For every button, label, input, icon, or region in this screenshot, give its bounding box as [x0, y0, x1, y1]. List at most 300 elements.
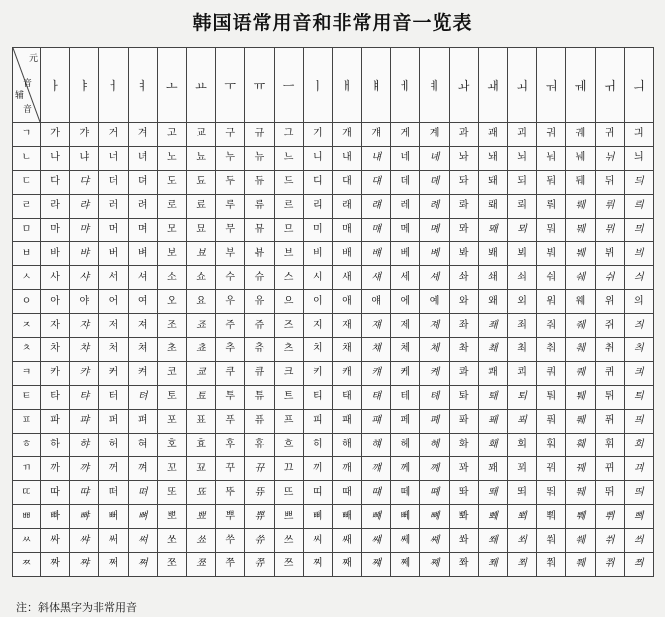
syllable-cell: 애 [332, 290, 361, 314]
syllable-cell: 츠 [274, 338, 303, 362]
consonant-header: ㅃ [13, 505, 41, 529]
syllable-cell: 거 [99, 123, 128, 147]
vowel-header: ㅜ [216, 48, 245, 123]
syllable-cell: 머 [99, 218, 128, 242]
syllable-cell: 똬 [449, 481, 478, 505]
syllable-cell-uncommon: 뫠 [478, 218, 507, 242]
consonant-header: ㅉ [13, 553, 41, 577]
syllable-cell: 괘 [478, 123, 507, 147]
vowel-header: ㅏ [41, 48, 70, 123]
syllable-cell: 셔 [128, 266, 157, 290]
syllable-cell: 뒤 [595, 170, 624, 194]
syllable-cell: 터 [99, 385, 128, 409]
syllable-cell: 이 [303, 290, 332, 314]
syllable-cell-uncommon: 듸 [624, 170, 653, 194]
table-row [13, 481, 654, 505]
syllable-cell: 여 [128, 290, 157, 314]
vowel-header: ㅡ [274, 48, 303, 123]
syllable-cell-uncommon: 례 [420, 194, 449, 218]
syllable-cell-uncommon: 섀 [362, 266, 391, 290]
syllable-cell-uncommon: 뛔 [566, 481, 595, 505]
syllable-cell: 혀 [128, 433, 157, 457]
syllable-cell: 서 [99, 266, 128, 290]
syllable-cell: 꽤 [478, 457, 507, 481]
syllable-cell: 뿨 [537, 505, 566, 529]
syllable-cell-uncommon: 폐 [420, 409, 449, 433]
syllable-cell-uncommon: 뀨 [245, 457, 274, 481]
syllable-cell: 줘 [537, 314, 566, 338]
syllable-cell-uncommon: 쀄 [566, 505, 595, 529]
syllable-cell-uncommon: 댜 [70, 170, 99, 194]
syllable-cell: 류 [245, 194, 274, 218]
syllable-cell: 펴 [128, 409, 157, 433]
syllable-cell: 괴 [508, 123, 537, 147]
syllable-cell: 히 [303, 433, 332, 457]
table-row [13, 314, 654, 338]
syllable-cell: 촤 [449, 338, 478, 362]
syllable-cell: 지 [303, 314, 332, 338]
syllable-cell: 무 [216, 218, 245, 242]
syllable-cell: 러 [99, 194, 128, 218]
syllable-cell-uncommon: 쪄 [128, 553, 157, 577]
syllable-cell-uncommon: 햬 [362, 433, 391, 457]
syllable-cell-uncommon: 쨰 [362, 553, 391, 577]
syllable-cell: 귀 [595, 123, 624, 147]
table-row [13, 338, 654, 362]
syllable-cell: 페 [391, 409, 420, 433]
syllable-cell: 도 [157, 170, 186, 194]
syllable-cell: 쩨 [391, 553, 420, 577]
syllable-cell-uncommon: 띄 [624, 481, 653, 505]
syllable-cell: 빼 [332, 505, 361, 529]
syllable-cell: 씨 [303, 529, 332, 553]
syllable-cell-uncommon: 뫼 [508, 218, 537, 242]
syllable-cell-uncommon: 믜 [624, 218, 653, 242]
syllable-cell: 뷔 [595, 242, 624, 266]
consonant-header: ㅇ [13, 290, 41, 314]
syllable-cell: 대 [332, 170, 361, 194]
syllable-cell: 뚜 [216, 481, 245, 505]
syllable-cell-uncommon: 쁴 [624, 505, 653, 529]
syllable-cell: 버 [99, 242, 128, 266]
syllable-cell-uncommon: 쮀 [566, 553, 595, 577]
syllable-cell: 저 [99, 314, 128, 338]
corner-consonant-char: 音 [23, 79, 33, 89]
syllable-cell-uncommon: 셰 [420, 266, 449, 290]
syllable-cell: 튀 [595, 385, 624, 409]
syllable-cell: 처 [99, 338, 128, 362]
syllable-cell-uncommon: 쎼 [420, 529, 449, 553]
syllable-cell-uncommon: 쐬 [508, 529, 537, 553]
syllable-cell: 우 [216, 290, 245, 314]
syllable-cell-uncommon: 혜 [420, 433, 449, 457]
table-row [13, 457, 654, 481]
syllable-cell: 쏘 [157, 529, 186, 553]
syllable-cell: 쳐 [128, 338, 157, 362]
corner-consonant-char: 音 [23, 105, 33, 115]
consonant-header: ㄴ [13, 146, 41, 170]
syllable-cell-uncommon: 쮸 [245, 553, 274, 577]
syllable-cell: 베 [391, 242, 420, 266]
syllable-cell: 죄 [508, 314, 537, 338]
syllable-cell-uncommon: 텨 [128, 385, 157, 409]
vowel-header: ㅘ [449, 48, 478, 123]
syllable-cell: 또 [157, 481, 186, 505]
syllable-cell: 태 [332, 385, 361, 409]
vowel-header: ㅚ [508, 48, 537, 123]
syllable-cell: 미 [303, 218, 332, 242]
vowel-header: ㅟ [595, 48, 624, 123]
consonant-header: ㅆ [13, 529, 41, 553]
syllable-cell: 훠 [537, 433, 566, 457]
vowel-header: ㅔ [391, 48, 420, 123]
syllable-cell-uncommon: 붸 [566, 242, 595, 266]
syllable-cell: 소 [157, 266, 186, 290]
syllable-cell-uncommon: 픠 [624, 409, 653, 433]
syllable-cell: 뽀 [157, 505, 186, 529]
syllable-cell-uncommon: 쀼 [245, 505, 274, 529]
syllable-cell: 재 [332, 314, 361, 338]
syllable-cell: 쪼 [157, 553, 186, 577]
syllable-cell: 래 [332, 194, 361, 218]
syllable-cell: 나 [41, 146, 70, 170]
syllable-cell: 스 [274, 266, 303, 290]
syllable-cell: 쓰 [274, 529, 303, 553]
table-row [13, 553, 654, 577]
syllable-cell: 너 [99, 146, 128, 170]
syllable-cell: 때 [332, 481, 361, 505]
syllable-cell: 케 [391, 361, 420, 385]
syllable-cell-uncommon: 쀠 [595, 505, 624, 529]
syllable-cell: 삐 [303, 505, 332, 529]
syllable-cell: 브 [274, 242, 303, 266]
syllable-cell-uncommon: 볘 [420, 242, 449, 266]
syllable-cell: 퐈 [449, 409, 478, 433]
syllable-cell: 키 [303, 361, 332, 385]
syllable-cell-uncommon: 랴 [70, 194, 99, 218]
syllable-cell: 패 [332, 409, 361, 433]
syllable-cell: 효 [186, 433, 215, 457]
syllable-cell: 기 [303, 123, 332, 147]
syllable-cell-uncommon: 쬐 [508, 553, 537, 577]
syllable-cell: 돠 [449, 170, 478, 194]
vowel-header: ㅢ [624, 48, 653, 123]
syllable-cell-uncommon: 졔 [420, 314, 449, 338]
consonant-header: ㅌ [13, 385, 41, 409]
syllable-cell-uncommon: 퍠 [362, 409, 391, 433]
syllable-cell-uncommon: 희 [624, 433, 653, 457]
syllable-cell-uncommon: 씌 [624, 529, 653, 553]
syllable-cell-uncommon: 쟤 [362, 314, 391, 338]
syllable-cell: 따 [41, 481, 70, 505]
syllable-cell-uncommon: 톄 [420, 385, 449, 409]
syllable-cell-uncommon: 캬 [70, 361, 99, 385]
syllable-cell: 부 [216, 242, 245, 266]
syllable-cell: 트 [274, 385, 303, 409]
syllable-cell-uncommon: 훼 [566, 433, 595, 457]
syllable-cell: 크 [274, 361, 303, 385]
syllable-cell-uncommon: 쵀 [478, 338, 507, 362]
syllable-cell: 긔 [624, 123, 653, 147]
vowel-header: ㅣ [303, 48, 332, 123]
syllable-cell: 게 [391, 123, 420, 147]
syllable-cell: 뻬 [391, 505, 420, 529]
syllable-cell: 자 [41, 314, 70, 338]
syllable-cell-uncommon: 쓔 [245, 529, 274, 553]
syllable-cell: 화 [449, 433, 478, 457]
syllable-cell-uncommon: 뽸 [478, 505, 507, 529]
syllable-cell: 제 [391, 314, 420, 338]
syllable-cell: 싸 [41, 529, 70, 553]
syllable-cell: 쇄 [478, 266, 507, 290]
syllable-cell: 꾸 [216, 457, 245, 481]
syllable-cell: 체 [391, 338, 420, 362]
syllable-cell: 테 [391, 385, 420, 409]
syllable-cell-uncommon: 쮜 [595, 553, 624, 577]
vowel-header: ㅞ [566, 48, 595, 123]
syllable-cell: 꽈 [449, 457, 478, 481]
consonant-header: ㅎ [13, 433, 41, 457]
syllable-cell: 께 [391, 457, 420, 481]
syllable-cell: 와 [449, 290, 478, 314]
syllable-cell: 끄 [274, 457, 303, 481]
syllable-cell-uncommon: 쬬 [186, 553, 215, 577]
syllable-cell-uncommon: 쿄 [186, 361, 215, 385]
syllable-cell-uncommon: 쒜 [566, 529, 595, 553]
syllable-cell: 뇌 [508, 146, 537, 170]
syllable-cell: 두 [216, 170, 245, 194]
syllable-cell-uncommon: 홰 [478, 433, 507, 457]
syllable-cell: 더 [99, 170, 128, 194]
syllable-cell: 채 [332, 338, 361, 362]
syllable-cell-uncommon: 쟈 [70, 314, 99, 338]
syllable-cell-uncommon: 쐐 [478, 529, 507, 553]
syllable-cell: 짜 [41, 553, 70, 577]
syllable-cell-uncommon: 뎨 [420, 170, 449, 194]
syllable-cell: 얘 [362, 290, 391, 314]
syllable-cell: 띠 [303, 481, 332, 505]
syllable-cell: 캐 [332, 361, 361, 385]
syllable-cell: 뮤 [245, 218, 274, 242]
syllable-cell: 벼 [128, 242, 157, 266]
syllable-cell-uncommon: 켸 [420, 361, 449, 385]
syllable-cell: 치 [303, 338, 332, 362]
syllable-cell: 왜 [478, 290, 507, 314]
syllable-cell-uncommon: 먜 [362, 218, 391, 242]
syllable-cell: 까 [41, 457, 70, 481]
syllable-cell-uncommon: 챼 [362, 338, 391, 362]
syllable-cell: 과 [449, 123, 478, 147]
syllable-cell: 퓌 [595, 409, 624, 433]
syllable-cell-uncommon: 컈 [362, 361, 391, 385]
syllable-cell: 퓨 [245, 409, 274, 433]
syllable-cell: 뉴 [245, 146, 274, 170]
syllable-cell-uncommon: 몌 [420, 218, 449, 242]
syllable-cell-uncommon: 끠 [624, 457, 653, 481]
syllable-cell: 조 [157, 314, 186, 338]
syllable-cell: 허 [99, 433, 128, 457]
syllable-cell: 하 [41, 433, 70, 457]
syllable-cell: 좌 [449, 314, 478, 338]
consonant-header: ㄹ [13, 194, 41, 218]
syllable-cell-uncommon: 틔 [624, 385, 653, 409]
syllable-cell-uncommon: 뗴 [420, 481, 449, 505]
syllable-cell-uncommon: 싀 [624, 266, 653, 290]
syllable-cell: 로 [157, 194, 186, 218]
syllable-cell: 표 [186, 409, 215, 433]
syllable-cell: 그 [274, 123, 303, 147]
syllable-cell: 떠 [99, 481, 128, 505]
consonant-header: ㅅ [13, 266, 41, 290]
syllable-cell: 느 [274, 146, 303, 170]
syllable-cell: 쭈 [216, 553, 245, 577]
syllable-cell: 다 [41, 170, 70, 194]
syllable-cell-uncommon: 탸 [70, 385, 99, 409]
syllable-cell: 누 [216, 146, 245, 170]
syllable-cell: 되 [508, 170, 537, 194]
syllable-cell: 늬 [624, 146, 653, 170]
syllable-cell: 솨 [449, 266, 478, 290]
syllable-cell: 메 [391, 218, 420, 242]
syllable-cell-uncommon: 죠 [186, 314, 215, 338]
syllable-cell: 눠 [537, 146, 566, 170]
syllable-cell: 커 [99, 361, 128, 385]
syllable-cell-uncommon: 췌 [566, 338, 595, 362]
syllable-cell: 끼 [303, 457, 332, 481]
syllable-cell: 퀴 [595, 361, 624, 385]
syllable-cell: 매 [332, 218, 361, 242]
syllable-cell: 니 [303, 146, 332, 170]
syllable-cell: 붜 [537, 242, 566, 266]
syllable-cell: 뭐 [537, 218, 566, 242]
syllable-cell: 쑤 [216, 529, 245, 553]
syllable-cell-uncommon: 뱌 [70, 242, 99, 266]
syllable-cell-uncommon: 먀 [70, 218, 99, 242]
syllable-cell: 쿼 [537, 361, 566, 385]
consonant-header: ㅈ [13, 314, 41, 338]
syllable-cell: 녀 [128, 146, 157, 170]
corner-consonant-char: 辅 [15, 91, 25, 101]
syllable-cell: 둬 [537, 170, 566, 194]
syllable-cell: 아 [41, 290, 70, 314]
syllable-cell: 교 [186, 123, 215, 147]
syllable-cell-uncommon: 뺘 [70, 505, 99, 529]
syllable-cell-uncommon: 뺴 [362, 505, 391, 529]
syllable-cell: 봐 [449, 242, 478, 266]
syllable-cell: 놔 [449, 146, 478, 170]
syllable-cell: 궤 [566, 123, 595, 147]
syllable-cell: 쭤 [537, 553, 566, 577]
table-row [13, 385, 654, 409]
syllable-cell: 코 [157, 361, 186, 385]
syllable-cell-uncommon: 쳬 [420, 338, 449, 362]
syllable-cell-uncommon: 븨 [624, 242, 653, 266]
vowel-header: ㅖ [420, 48, 449, 123]
syllable-cell-uncommon: 뜌 [245, 481, 274, 505]
syllable-cell: 껴 [128, 457, 157, 481]
syllable-cell: 꼬 [157, 457, 186, 481]
syllable-cell: 뎌 [128, 170, 157, 194]
syllable-cell-uncommon: 꿰 [566, 457, 595, 481]
syllable-cell: 해 [332, 433, 361, 457]
syllable-cell: 꾀 [508, 457, 537, 481]
consonant-header: ㅁ [13, 218, 41, 242]
syllable-cell: 외 [508, 290, 537, 314]
consonant-header: ㄱ [13, 123, 41, 147]
syllable-cell: 즈 [274, 314, 303, 338]
vowel-header: ㅓ [99, 48, 128, 123]
syllable-cell: 져 [128, 314, 157, 338]
syllable-cell: 깨 [332, 457, 361, 481]
corner-cell [13, 48, 41, 123]
syllable-cell: 차 [41, 338, 70, 362]
syllable-cell-uncommon: 꺠 [362, 457, 391, 481]
syllable-cell: 어 [99, 290, 128, 314]
table-row [13, 505, 654, 529]
table-row [13, 170, 654, 194]
syllable-cell-uncommon: 썌 [362, 529, 391, 553]
table-row [13, 194, 654, 218]
syllable-cell: 쿠 [216, 361, 245, 385]
syllable-cell-uncommon: 뚀 [186, 481, 215, 505]
table-row [13, 242, 654, 266]
consonant-header: ㄲ [13, 457, 41, 481]
syllable-cell: 개 [332, 123, 361, 147]
syllable-cell-uncommon: 퐤 [478, 409, 507, 433]
syllable-cell: 노 [157, 146, 186, 170]
vowel-header-row [13, 48, 654, 123]
syllable-cell-uncommon: 풰 [566, 409, 595, 433]
syllable-cell: 콰 [449, 361, 478, 385]
vowel-header: ㅐ [332, 48, 361, 123]
syllable-cell: 모 [157, 218, 186, 242]
syllable-cell-uncommon: 쫴 [478, 553, 507, 577]
syllable-cell: 호 [157, 433, 186, 457]
syllable-cell-uncommon: 냬 [362, 146, 391, 170]
syllable-cell-uncommon: 쵸 [186, 338, 215, 362]
syllable-cell: 드 [274, 170, 303, 194]
syllable-cell: 쁘 [274, 505, 303, 529]
vowel-header: ㅗ [157, 48, 186, 123]
syllable-cell: 배 [332, 242, 361, 266]
table-row [13, 529, 654, 553]
syllable-cell-uncommon: 킈 [624, 361, 653, 385]
syllable-cell: 숴 [537, 266, 566, 290]
syllable-cell-uncommon: 녜 [420, 146, 449, 170]
syllable-cell: 구 [216, 123, 245, 147]
syllable-cell-uncommon: 뉘 [595, 146, 624, 170]
syllable-cell: 쾌 [478, 361, 507, 385]
syllable-cell: 디 [303, 170, 332, 194]
syllable-cell: 퍼 [99, 409, 128, 433]
syllable-cell: 츄 [245, 338, 274, 362]
consonant-header: ㅋ [13, 361, 41, 385]
syllable-cell: 후 [216, 433, 245, 457]
syllable-cell: 규 [245, 123, 274, 147]
syllable-cell: 꿔 [537, 457, 566, 481]
syllable-cell-uncommon: 쉬 [595, 266, 624, 290]
vowel-header: ㅑ [70, 48, 99, 123]
syllable-cell: 슈 [245, 266, 274, 290]
syllable-cell-uncommon: 쉐 [566, 266, 595, 290]
syllable-cell: 며 [128, 218, 157, 242]
syllable-cell: 푸 [216, 409, 245, 433]
syllable-cell-uncommon: 턔 [362, 385, 391, 409]
syllable-cell: 회 [508, 433, 537, 457]
syllable-cell: 쫘 [449, 553, 478, 577]
syllable-cell: 겨 [128, 123, 157, 147]
syllable-cell: 쎄 [391, 529, 420, 553]
